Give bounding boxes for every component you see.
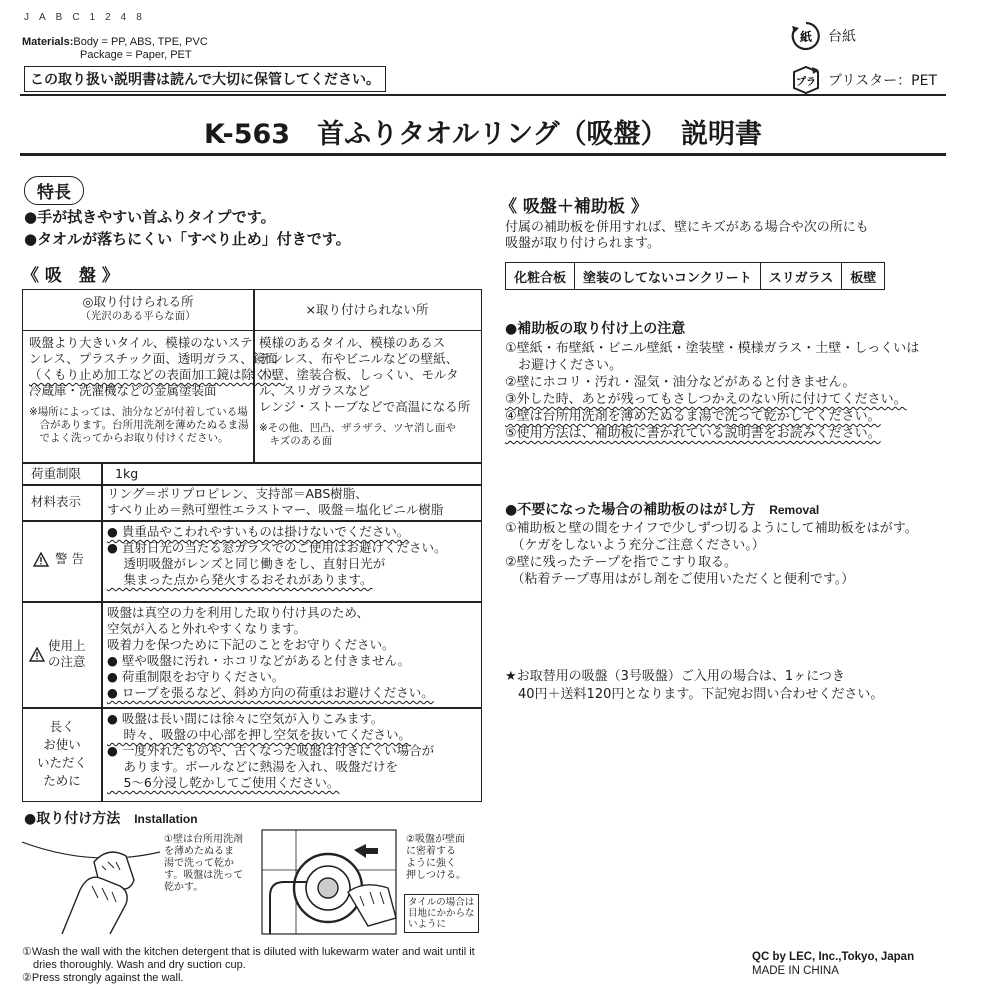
- warning-triangle-icon: [33, 552, 49, 567]
- board-surface: 化粧合板: [506, 263, 575, 289]
- material-value: リング＝ポリプロピレン、支持部＝ABS樹脂、 すべり止め＝熱可塑性エラストマー、吸盤＝塩化ビニル樹脂: [107, 486, 444, 517]
- load-value: 1kg: [115, 466, 139, 481]
- install-step-1: ①壁は台所用洗剤 を薄めたぬるま 湯で洗って乾か す。吸盤は洗って 乾かす。: [164, 834, 244, 893]
- removal-steps: ①補助板と壁の間をナイフで少しずつ切るようにして補助板をはがす。 （ケガをしないよう充分ご注意ください。） ②壁に残ったテープを指でこすり取る。 （粘着テープ専用はがし剤をご使用いただくと便利です。）: [505, 521, 918, 587]
- press-suction-cup-illustration: [256, 826, 402, 938]
- header-rule: [20, 94, 946, 96]
- materials-label: Materials:: [22, 36, 74, 48]
- ng-surfaces: 模様のあるタイル、模様のあるス テンレス、布やビニルなどの壁紙、 木壁、塗装合板、しっくい、モルタ ル、スリガラスなど レンジ・ストーブなどで高温になる所: [259, 335, 471, 414]
- board-notes-heading: ●補助板の取り付け上の注意: [505, 321, 686, 337]
- features-heading: 特長: [24, 176, 84, 205]
- longuse-label: 長く お使い いただく ために: [36, 719, 87, 788]
- install-en-text: ①Wash the wall with the kitchen detergent that is diluted with lukewarm water and wait until it dries thoroughly. Wash and dry suction cup. ②Press strongly against the wall.: [22, 946, 475, 984]
- materials-package: Package = Paper, PET: [80, 49, 192, 61]
- suction-table: [22, 289, 482, 802]
- plastic-recycle-icon: [790, 64, 822, 96]
- plastic-icon-text: プラ: [796, 77, 816, 88]
- keep-notice: この取り扱い説明書は読んで大切に保管してください。: [24, 66, 386, 92]
- install-step-2: ②吸盤が壁面 に密着する ように強く 押しつける。: [406, 834, 466, 881]
- feature-item: ●手が拭きやすい首ふりタイプです。: [24, 208, 276, 226]
- ok-surfaces: 吸盤より大きいタイル、模様のないステ ンレス、プラスチック面、透明ガラス、鏡面 （くもり止め加工などの表面加工鏡は除く）、 冷蔵庫・洗濯機などの金属塗装面: [29, 335, 286, 398]
- removal-heading: ●不要になった場合の補助板のはがし方 Removal: [505, 502, 820, 518]
- ok-notes: ※場所によっては、油分などが付着している場 合があります。台所用洗剤を薄めたぬるま湯 でよく洗ってからお取り付けください。: [29, 406, 249, 444]
- materials-block: [22, 36, 208, 62]
- ok-header: ◎取り付けられる所 （光沢のある平らな面）: [80, 294, 196, 322]
- install-heading-en: Installation: [134, 812, 198, 826]
- install-heading: ●取り付け方法 Installation: [24, 811, 198, 827]
- warning-text: ● 貴重品やこわれやすいものは掛けないでください。 ● 直射日光の当たる窓ガラスでのご使用はお避けください。 透明吸盤がレンズと同じ働きをし、直射日光が 集まった点から発火するおそれがあります。: [107, 524, 447, 587]
- document-title: K-563 首ふりタオルリング（吸盤） 説明書: [203, 119, 763, 150]
- ng-notes: ※その他、凹凸、ザラザラ、ツヤ消し面や キズのある面: [259, 422, 456, 447]
- load-label: 荷重制限: [31, 466, 82, 481]
- board-surface: 板壁: [850, 271, 877, 286]
- replacement-note: ★お取替用の吸盤（3号吸盤）ご入用の場合は、1ヶにつき 40円＋送料120円となります。下記宛お問い合わせください。: [505, 669, 884, 702]
- wash-wall-illustration: [22, 832, 160, 934]
- caution-triangle-icon: [29, 647, 45, 662]
- paper-icon-text: 紙: [799, 30, 813, 44]
- recycle-paper: [790, 20, 856, 52]
- material-label: 材料表示: [31, 494, 82, 509]
- materials-body: Body = PP, ABS, TPE, PVC: [73, 36, 208, 48]
- suction-heading: 《 吸 盤 》: [22, 266, 119, 286]
- recycle-plastic: [790, 64, 937, 96]
- longuse-text: ● 吸盤は長い間には徐々に空気が入りこみます。 時々、吸盤の中心部を押し空気を抜いてください。 ● 一度外れたものや、古くなった吸盤は付きにくい場合が あります。ボールなどに熱湯を入れ、吸盤だけを 5～6分浸し乾かしてご使用ください。: [107, 711, 435, 790]
- board-surfaces-table: [505, 262, 885, 290]
- recycle-paper-label: 台紙: [828, 29, 856, 45]
- made-in-text: MADE IN CHINA: [752, 965, 839, 977]
- board-surface: スリガラス: [761, 263, 842, 289]
- qc-text: QC by LEC, Inc.,Tokyo, Japan: [752, 951, 915, 963]
- caution-label: 使用上 の注意: [29, 638, 86, 670]
- ng-header: ×取り付けられない所: [305, 302, 429, 317]
- paper-recycle-icon: [790, 20, 822, 52]
- tile-note: タイルの場合は 目地にかからな いように: [404, 894, 479, 933]
- board-surface: 塗装のしてないコンクリート: [575, 263, 761, 289]
- board-heading: 《 吸盤＋補助板 》: [500, 197, 648, 217]
- recycle-plastic-label: ブリスター：PET: [828, 73, 937, 89]
- caution-text: 吸盤は真空の力を利用した取り付け具のため、 空気が入ると外れやすくなります。 吸着力を保つために下記のことをお守りください。 ● 壁や吸盤に汚れ・ホコリなどがあると付きません。 ● 荷重制限をお守りください。 ● ロープを張るなど、斜め方向の荷重はお避けください。: [107, 605, 434, 700]
- board-intro: 付属の補助板を併用すれば、壁にキズがある場合や次の所にも 吸盤が取り付けられます。: [505, 220, 869, 251]
- title-rule: [20, 153, 946, 156]
- removal-heading-en: Removal: [769, 503, 820, 517]
- feature-item: ●タオルが落ちにくい「すべり止め」付きです。: [24, 230, 351, 248]
- board-notes: ①壁紙・布壁紙・ビニル壁紙・塗装壁・模様ガラス・土壁・しっくいは お避けください。 ②壁にホコリ・汚れ・湿気・油分などがあると付きません。 ③外した時、あとが残ってもさしつかえのない所に付けてください。 ④壁は台所用洗剤を薄めたぬるま湯で洗って乾かしてください。 ⑤使用方法は、補助板に書かれている説明書をお読みください。: [505, 341, 920, 441]
- product-code: JABC1248: [24, 12, 152, 23]
- manufacturer-info: [752, 950, 914, 978]
- warning-label: 警 告: [33, 551, 84, 567]
